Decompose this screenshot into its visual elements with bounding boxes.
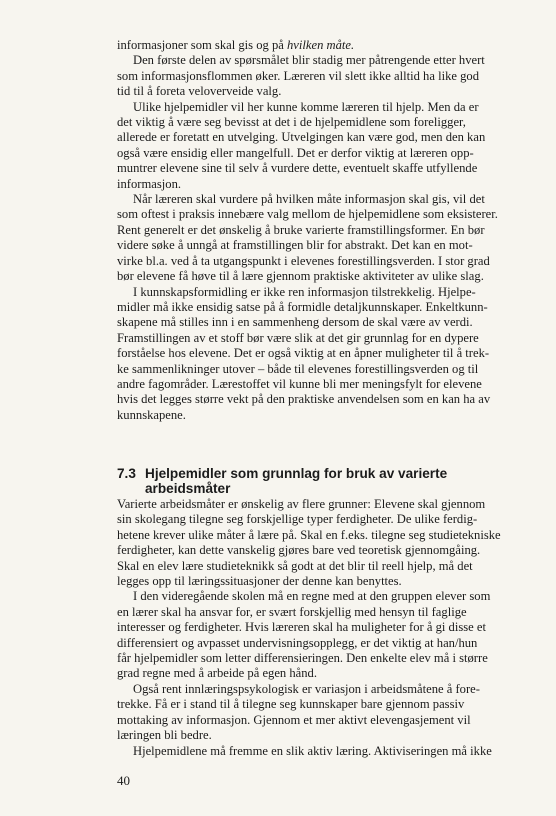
section-title	[145, 466, 535, 496]
text-line: forståelse hos elevene. Det er også viktig at en åpner muligheter til å trek-	[117, 346, 490, 361]
body-text-section	[117, 497, 535, 759]
text-line: Rent generelt er det ønskelig å bruke varierte framstillingsformer. En bør	[117, 222, 485, 237]
paragraph	[117, 285, 535, 424]
text-line: videre søke å unngå at framstillingen blir for abstrakt. Det kan en mot-	[117, 238, 473, 253]
text-line: allerede er foretatt en utvelging. Utvelgingen kan være god, men den kan	[117, 130, 486, 145]
text-line: det viktig å være seg bevisst at det i de hjelpemidlene som foreligger,	[117, 115, 466, 130]
text-line: hvis det legges større vekt på den praktiske anvendelsen som en kan ha av	[117, 392, 491, 407]
text-line: som informasjonsflommen øker. Læreren vil slett ikke alltid ha like god	[117, 68, 480, 83]
section-number: 7.3	[117, 466, 136, 481]
section-title-line: Hjelpemidler som grunnlag for bruk av varierte	[145, 466, 448, 481]
text-line: også være ensidig eller mangelfull. Det er derfor viktig at læreren opp-	[117, 145, 474, 160]
text-line: Hjelpemidlene må fremme en slik aktiv læring. Aktiviseringen må ikke	[133, 743, 492, 758]
text-line: I den videregående skolen må en regne med at den gruppen elever som	[133, 589, 491, 604]
text-line: legges opp til læringssituasjoner der denne kan benyttes.	[117, 574, 402, 589]
text-line: Varierte arbeidsmåter er ønskelig av flere grunner: Elevene skal gjennom	[117, 497, 486, 511]
text-line: Når læreren skal vurdere på hvilken måte informasjon skal gis, vil det	[133, 192, 485, 207]
text-line: sin skolegang tilegne seg forskjellige typer ferdigheter. De ulike ferdig-	[117, 512, 478, 527]
text-line: differensiert og avpasset undervisningsopplegg, er det viktig at han/hun	[117, 635, 478, 650]
section-title-line: arbeidsmåter	[145, 481, 231, 496]
text-line: I kunnskapsformidling er ikke ren informasjon tilstrekkelig. Hjelpe-	[133, 284, 476, 299]
text-line: mottaking av informasjon. Gjennom et mer aktivt elevengasjement vil	[117, 712, 471, 727]
text-line: kunnskapene.	[117, 407, 186, 422]
section-heading	[117, 466, 535, 496]
text-line: virke bl.a. ved å ta utgangspunkt i elevenes forestillingsverden. I stor grad	[117, 253, 490, 268]
paragraph	[117, 682, 535, 744]
text-line: ferdigheter, kan dette vanskelig gjøres bare ved teoretisk gjennomgåing.	[117, 543, 481, 558]
text-line: muntrer elevene sine til selv å vurdere dette, eventuelt skaffe utfyllende	[117, 161, 478, 176]
paragraph	[117, 53, 535, 99]
page-number: 40	[117, 773, 130, 788]
text-line: ke sammenlikninger utover – både til elevenes forestillingsverden og til	[117, 361, 479, 376]
text-line: som oftest i praksis innebære valg mellom de hjelpemidlene som eksisterer.	[117, 207, 498, 222]
paragraph	[117, 589, 535, 681]
text-line: Den første delen av spørsmålet blir stadig mer påtrengende etter hvert	[133, 53, 485, 68]
text-line: informasjon.	[117, 176, 182, 191]
text-line: får hjelpemidler som letter differensieringen. Den enkelte elev må i større	[117, 651, 488, 666]
text-line: andre fagområder. Lærestoffet vil kunne bli mer meningsfylt for elevene	[117, 376, 482, 391]
paragraph	[117, 497, 535, 589]
text-line: midler må ikke ensidig satse på å formidle detaljkunnskaper. Enkeltkunn-	[117, 299, 488, 314]
body-text-top	[117, 38, 535, 423]
text-line: Framstillingen av et stoff bør være slik at det gir grunnlag for en dypere	[117, 330, 479, 345]
text-line: Også rent innlæringspsykologisk er variasjon i arbeidsmåtene å fore-	[133, 681, 480, 696]
text-line: tid til å foreta veloverveide valg.	[117, 84, 282, 99]
text-line: Ulike hjelpemidler vil her kunne komme læreren til hjelp. Men da er	[133, 99, 479, 114]
text-line: grad regne med å arbeide på egen hånd.	[117, 666, 317, 681]
text-line: Skal en elev lære studieteknikk så godt at det blir til reell hjelp, må det	[117, 558, 473, 573]
text-line: trekke. Få er i stand til å tilegne seg kunnskaper bare gjennom passiv	[117, 697, 465, 712]
text-line: bør elevene få høve til å lære gjennom praktiske aktiviteter av ulike slag.	[117, 269, 484, 284]
emphasis-text: hvilken måte.	[287, 38, 355, 52]
text-line: interesser og ferdigheter. Hvis læreren skal ha muligheter for å gi disse et	[117, 620, 486, 635]
paragraph	[117, 192, 535, 284]
text-line: en lærer skal ha ansvar for, er svært forskjellig med hensyn til faglige	[117, 604, 467, 619]
text-line: skapene må stilles inn i en sammenheng dersom de skal være av verdi.	[117, 315, 473, 330]
text-line: læringen bli bedre.	[117, 728, 212, 743]
text-line	[117, 38, 535, 53]
paragraph	[117, 100, 535, 192]
paragraph	[117, 744, 535, 759]
text-line: hetene krever ulike måter å lære på. Skal en f.eks. tilegne seg studietekniske	[117, 527, 501, 542]
text-span: informasjoner som skal gis og på	[117, 38, 287, 52]
